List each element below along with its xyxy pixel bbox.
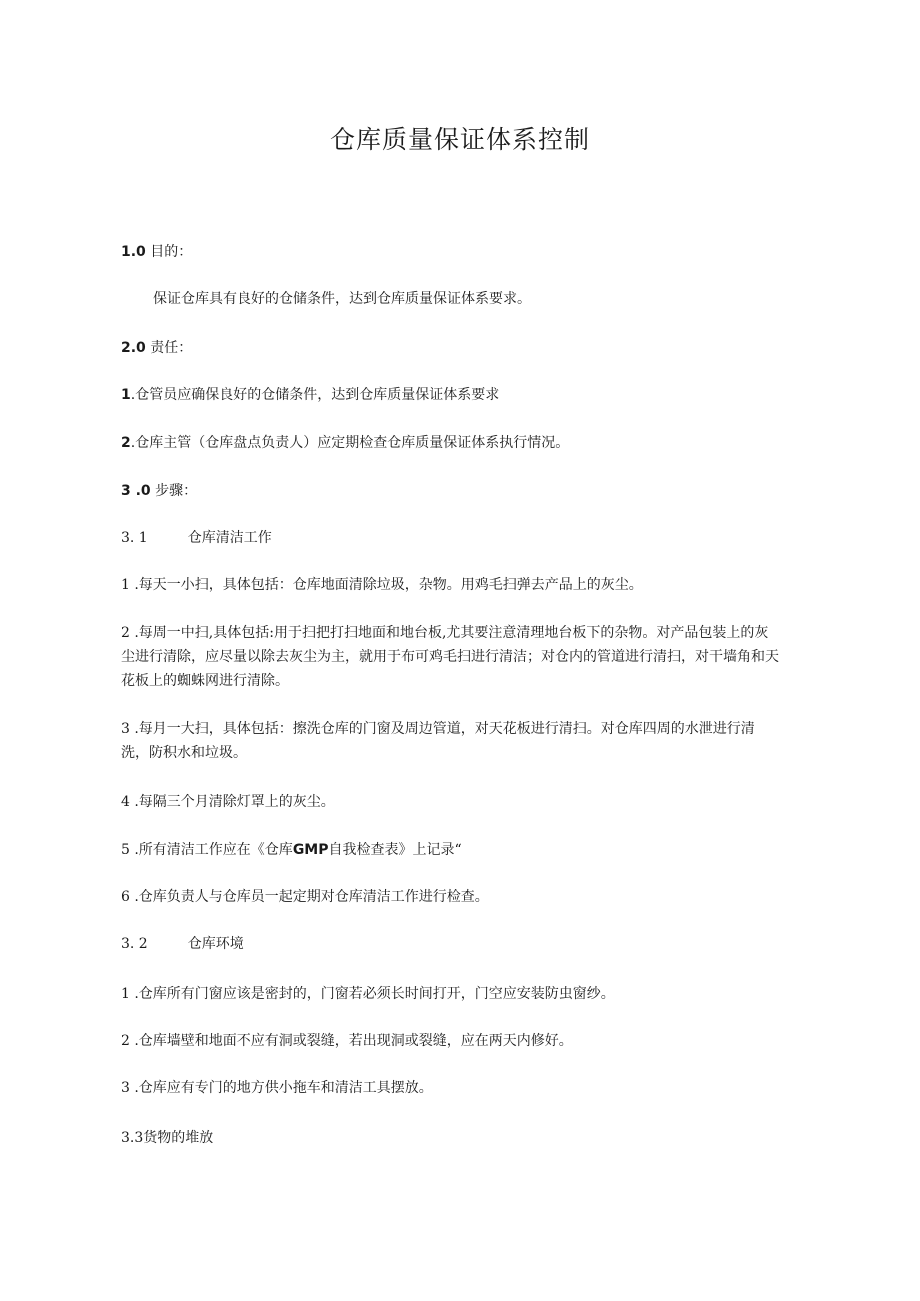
- gmp-label: GMP: [292, 842, 329, 858]
- document-title: 仓库质量保证体系控制: [329, 125, 590, 154]
- responsibility-item-1: [121, 383, 781, 407]
- environment-item-1: 1 .仓库所有门窗应该是密封的，门窗若必须长时间打开，门空应安装防虫窗纱。: [121, 986, 615, 1002]
- subsection-3-1-heading: [121, 526, 781, 550]
- cleaning-item-5: [121, 838, 781, 862]
- subsection-number: 3. 2: [121, 936, 148, 952]
- item-text: 自我检查表》上记录“: [328, 842, 462, 858]
- subsection-label: 仓库环境: [187, 936, 244, 952]
- item-text: 5 .所有清洁工作应在《仓库: [121, 842, 293, 858]
- section-1-heading: [121, 240, 781, 264]
- cleaning-item-1: 1 .每天一小扫，具体包括：仓库地面清除垃圾，杂物。用鸡毛扫弹去产品上的灰尘。: [121, 577, 643, 593]
- cleaning-item-3: 3 .每月一大扫，具体包括：擦洗仓库的门窗及周边管道，对天花板进行清扫。对仓库四周的水泄进行清洗，防积水和垃圾。: [121, 721, 755, 761]
- subsection-3-3-heading: 3.3货物的堆放: [121, 1130, 214, 1146]
- section-number: 1.0: [121, 244, 146, 260]
- section-number: 3 .0: [121, 483, 151, 499]
- item-text: .仓库主管（仓库盘点负责人）应定期检查仓库质量保证体系执行情况。: [130, 435, 570, 451]
- subsection-3-2-heading: [121, 932, 781, 956]
- section-2-heading: [121, 336, 781, 360]
- item-number: 1: [121, 387, 131, 403]
- section-1-body: 保证仓库具有良好的仓储条件，达到仓库质量保证体系要求。: [153, 291, 531, 307]
- section-label: 责任：: [150, 340, 193, 356]
- item-number: 2: [121, 435, 131, 451]
- section-label: 步骤：: [155, 483, 198, 499]
- subsection-number: 3. 1: [121, 530, 148, 546]
- cleaning-item-4: 4 .每隔三个月清除灯罩上的灰尘。: [121, 794, 335, 810]
- responsibility-item-2: [121, 431, 781, 455]
- environment-item-3: 3 .仓库应有专门的地方供小拖车和清洁工具摆放。: [121, 1080, 433, 1096]
- section-label: 目的：: [150, 244, 193, 260]
- cleaning-item-6: 6 .仓库负责人与仓库员一起定期对仓库清洁工作进行检查。: [121, 889, 489, 905]
- cleaning-item-2: 2 .每周一中扫,具体包括:用于扫把打扫地面和地台板,尤其要注意清理地台板下的杂物。对产品包装上的灰尘进行清除，应尽量以除去灰尘为主，就用于布可鸡毛扫进行清洁；对仓内的管道进行清扫，对干墙角和天花板上的蜘蛛网进行清除。: [121, 625, 779, 689]
- environment-item-2: 2 .仓库墙壁和地面不应有洞或裂缝，若出现洞或裂缝，应在两天内修好。: [121, 1033, 573, 1049]
- section-number: 2.0: [121, 340, 146, 356]
- section-3-heading: [121, 479, 781, 503]
- subsection-label: 仓库清洁工作: [187, 530, 272, 546]
- item-text: .仓管员应确保良好的仓储条件，达到仓库质量保证体系要求: [130, 387, 500, 403]
